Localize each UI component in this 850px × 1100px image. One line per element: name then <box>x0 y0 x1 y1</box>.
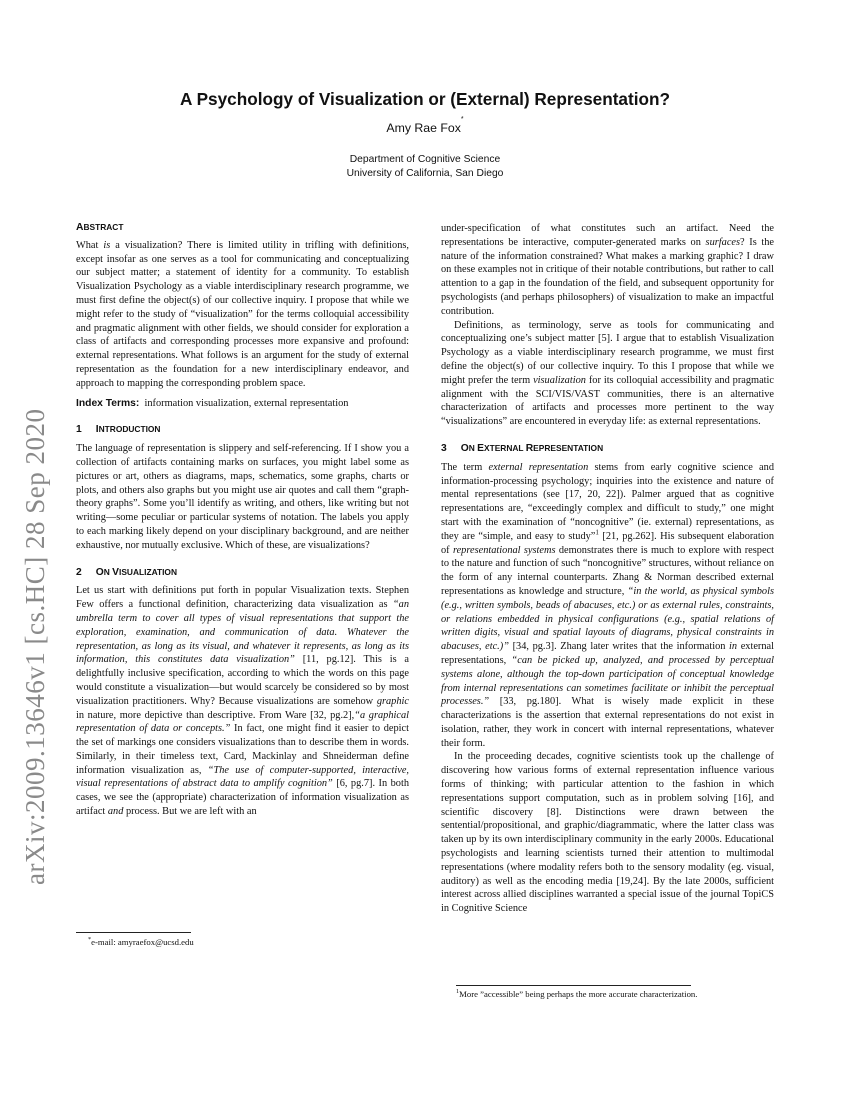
section-title-initial: V <box>112 566 119 578</box>
right-paragraph-1 <box>441 222 774 319</box>
text-part: for its colloquial accessibility and pragmatic alignment with the SCI/VIS/VAST communities, there is an alternative characterization of artifacts and processes more pertinent to the way “visualizations” are encountered in everyday life: as external representations. <box>441 374 775 428</box>
text-emph: surfaces <box>705 236 741 248</box>
section-heading-on-visualization <box>76 566 409 580</box>
on-visualization-text <box>76 584 409 819</box>
arxiv-identifier: arXiv:2009.13646v1 [cs.HC] 28 Sep 2020 <box>20 408 50 885</box>
section-title <box>461 442 603 456</box>
affiliation <box>0 153 850 181</box>
affiliation-university: University of California, San Diego <box>346 168 504 179</box>
text-emph: and <box>107 806 124 818</box>
section-title-initial: E <box>477 442 484 454</box>
section-title <box>96 566 177 580</box>
quote-card: “The use of computer-supported, interactive, visual representations of abstract data to amplify cognition” <box>76 764 409 790</box>
abstract-heading-rest: BSTRACT <box>83 222 124 232</box>
footnote-text: e-mail: amyraefox@ucsd.edu <box>91 937 194 947</box>
quote-ware: “a graphical representation of data or concepts.” <box>76 709 410 735</box>
text-part: demonstrates there is much to explore with respect to the nature and function of such “noncognitive” structures, without reliance on the form of any internal counterparts. Zhang & Norman described external representations as knowledge and structure, <box>441 544 775 597</box>
section-title-initial: I <box>95 424 99 436</box>
right-column <box>441 222 775 999</box>
footnote-mark: * <box>88 936 92 944</box>
paper-title: A Psychology of Visualization or (External) Representation? <box>180 89 670 109</box>
affiliation-department: Department of Cognitive Science <box>349 154 501 165</box>
section-title-rest: XTERNAL <box>484 442 526 453</box>
text-emph: visualization <box>533 374 586 386</box>
footnote-area-right <box>441 985 774 1000</box>
right-paragraph-2 <box>441 319 774 429</box>
abstract-heading <box>76 221 409 235</box>
abstract-text <box>76 239 409 391</box>
external-representation-paragraph-2: In the proceeding decades, cognitive scientists took up the challenge of discovering how various forms of external representation influence various forms of thinking; with particular attention to the fashion in which representations support computation, such as in problem solving [16], and scientific discovery [8]. Distinctions were drawn between the sentential/propositional, and graphic/diagrammatic, where the latter class was taken up by its own interdisciplinary community in the early 2000s. Educational psychologists and learning scientists turned their attention to multimodal representations (where modality refers both to the sensory modality (eg. visual, auditory) as well as the encoding media [19,24]. By the late 2000s, sufficient interest across allied disciplines warranted a special issue of the journal TopiCS in Cognitive Science <box>441 751 774 915</box>
section-title-initial: O <box>460 442 469 454</box>
text-part: [33, pg.180]. What is wisely made explicit in these characterizations is the assertion that external representations do not exist in isolation, rather, they work in concert with internal representations, whatever their form. <box>441 696 774 749</box>
section-title-rest: N <box>468 442 478 453</box>
left-column <box>76 222 410 947</box>
footnote-mark: 1 <box>456 988 460 996</box>
section-title-initial: R <box>525 442 534 454</box>
section-title-rest: N <box>103 566 113 577</box>
section-title-initial: O <box>95 566 104 578</box>
text-part: Definitions, as terminology, serve as tools for communicating and conceptualizing one’s subject matter [5]. I argue that to establish Visualization Psychology as a viable interdisciplinary research programme, we must first define the object(s) of our collective inquiry. To this I propose that while we might prefer the term <box>441 319 774 386</box>
author-footnote-mark: * <box>460 116 464 123</box>
section-number: 3 <box>441 442 447 454</box>
section-number: 2 <box>76 566 82 578</box>
section-title-rest: NTRODUCTION <box>98 424 161 435</box>
text-part: The term <box>441 461 489 473</box>
abstract-text-part: What <box>76 239 104 251</box>
text-emph: in <box>729 641 738 653</box>
text-part: ? Is the nature of the information constrained? What makes a marking graphic? I draw on these examples not in critique of their notable contributions, but rather to call attention to a gap in the foundation of the field, and subsequent opportunity for psychologists (and perhaps philosophers) of visualization to make an impactful contribution. <box>441 236 774 317</box>
footnote-accessible <box>441 989 774 1000</box>
author-name: Amy Rae Fox <box>386 121 461 135</box>
text-part: [34, pg.3]. Zhang later writes that the information <box>508 641 730 653</box>
section-number: 1 <box>76 424 82 436</box>
section-title-rest: ISUALIZATION <box>119 566 177 577</box>
quote-zhang: “can be picked up, analyzed, and processed by perceptual systems alone, although the top-down participation of conceptual knowledge from internal representations can sometimes facilitate or inhibit the perceptual processes.” <box>441 654 774 708</box>
footnote-rule <box>76 932 191 933</box>
introduction-text: The language of representation is slippery and self-referencing. If I show you a collection of artifacts containing marks on surfaces, you might label some as pictures or art, others as diagrams, maps, schematics, some graphs, charts or plots, and others also graphs but you might use air quotes and call them “graph-theory graphs”. Some you’ll identify as writing, and others, like writing but not writing—some peculiar or particular systems of notation. The labels you apply to each marking likely depend on your disciplinary background, and are neither exhaustive, nor mutually exclusive. Which of these, are visualizations? <box>76 443 409 551</box>
section-title-rest: EPRESENTATION <box>533 442 604 453</box>
index-terms-label: Index Terms: <box>76 397 140 409</box>
text-part: Let us start with definitions put forth in popular Visualization texts. Stephen Few offers a functional definition, characterizing data visualization as <box>76 585 409 611</box>
footnote-area-left <box>76 932 409 948</box>
quote-zhang-norman: “in the world, as physical symbols (e.g., written symbols, beads of abacuses, etc.) or as external rules, constraints, or relations embedded in physical configurations (e.g., spatial relations of written digits, visual and spatial layouts of diagrams, physical constraints in abacuses, etc.)” <box>441 585 774 653</box>
text-part: In fact, one might find it easier to depict the set of markings one considers visualizations than to describe them in words. Similarly, in their timeless text, Card, Mackinlay and Shneiderman define information visualization as, <box>76 723 409 776</box>
text-part: under-specification of what constitutes such an artifact. Need the representations be interactive, computer-generated marks on <box>441 223 774 248</box>
text-part: external representations, <box>441 641 774 666</box>
author-line <box>0 116 850 135</box>
abstract-text-part: a visualization? There is limited utility in trifling with definitions, except insofar as one serves as a tool for communicating and conceptualizing our subject matter; a statement of identity for a community. To establish Visualization Psychology as a viable interdisciplinary research programme, we must first define the object(s) of our collective inquiry. I propose that while we might refer to the study of “visualization” for the terms colloquial accessibility and pragmatic alignment with other fields, we should consider for exploration a class of artifacts and corresponding processes more expansive and profound: external representations. What follows is an argument for the study of external representation as the foundation for a new interdisciplinary endeavor, and approach to mapping the corresponding problem space. <box>76 239 409 389</box>
footnote-rule <box>456 985 691 986</box>
abstract-text-emph: is <box>103 239 111 251</box>
abstract-heading-initial: A <box>76 222 84 233</box>
footnote-ref: 1 <box>595 528 599 537</box>
text-emph: graphic <box>376 695 409 707</box>
text-part: [11, pg.12]. This is a delightfully inclusive specification, according to which the words on this page would constitute a visualization—but would scarcely be considered so by most visualization practitioners. Why? Because visualizations are somehow <box>76 654 410 707</box>
footnote-email <box>76 937 409 948</box>
index-terms <box>76 397 409 411</box>
text-part: [6, pg.7]. In both cases, we see the (appropriate) characterization of information visualization as artifact <box>76 778 409 818</box>
index-terms-value: information visualization, external representation <box>144 397 349 409</box>
text-part: stems from early cognitive science and information-processing psychology; inquiries into the existence and nature of mental representations (see [17, 20, 22]). Palmer argued that as cognitive representations are, “exceedingly complex and difficult to study,” one might start with the examination of “noncognitive” (ie. external) representations, as they are “simple, and easy to study” <box>441 461 774 542</box>
text-part: [21, pg.262]. His subsequent elaboration of <box>441 530 774 556</box>
text-part: in nature, more depictive than descriptive. From Ware [32, pg.2], <box>76 709 355 721</box>
external-representation-paragraph-1 <box>441 461 774 751</box>
section-heading-introduction <box>76 423 409 437</box>
quote-few: “an umbrella term to cover all types of visual representations that support the exploration, examination, and communication of data. Whatever the representation, as long as its visual, and whatever it represents, as long as its information, this constitutes data visualization” <box>76 599 409 666</box>
text-emph: external representation <box>488 461 589 473</box>
footnote-text: More ”accessible” being perhaps the more accurate characterization. <box>459 989 698 999</box>
text-part: process. But we are left with an <box>123 806 257 818</box>
section-title <box>96 423 161 437</box>
text-emph: representational systems <box>452 544 556 556</box>
section-heading-on-external-representation <box>441 442 774 456</box>
